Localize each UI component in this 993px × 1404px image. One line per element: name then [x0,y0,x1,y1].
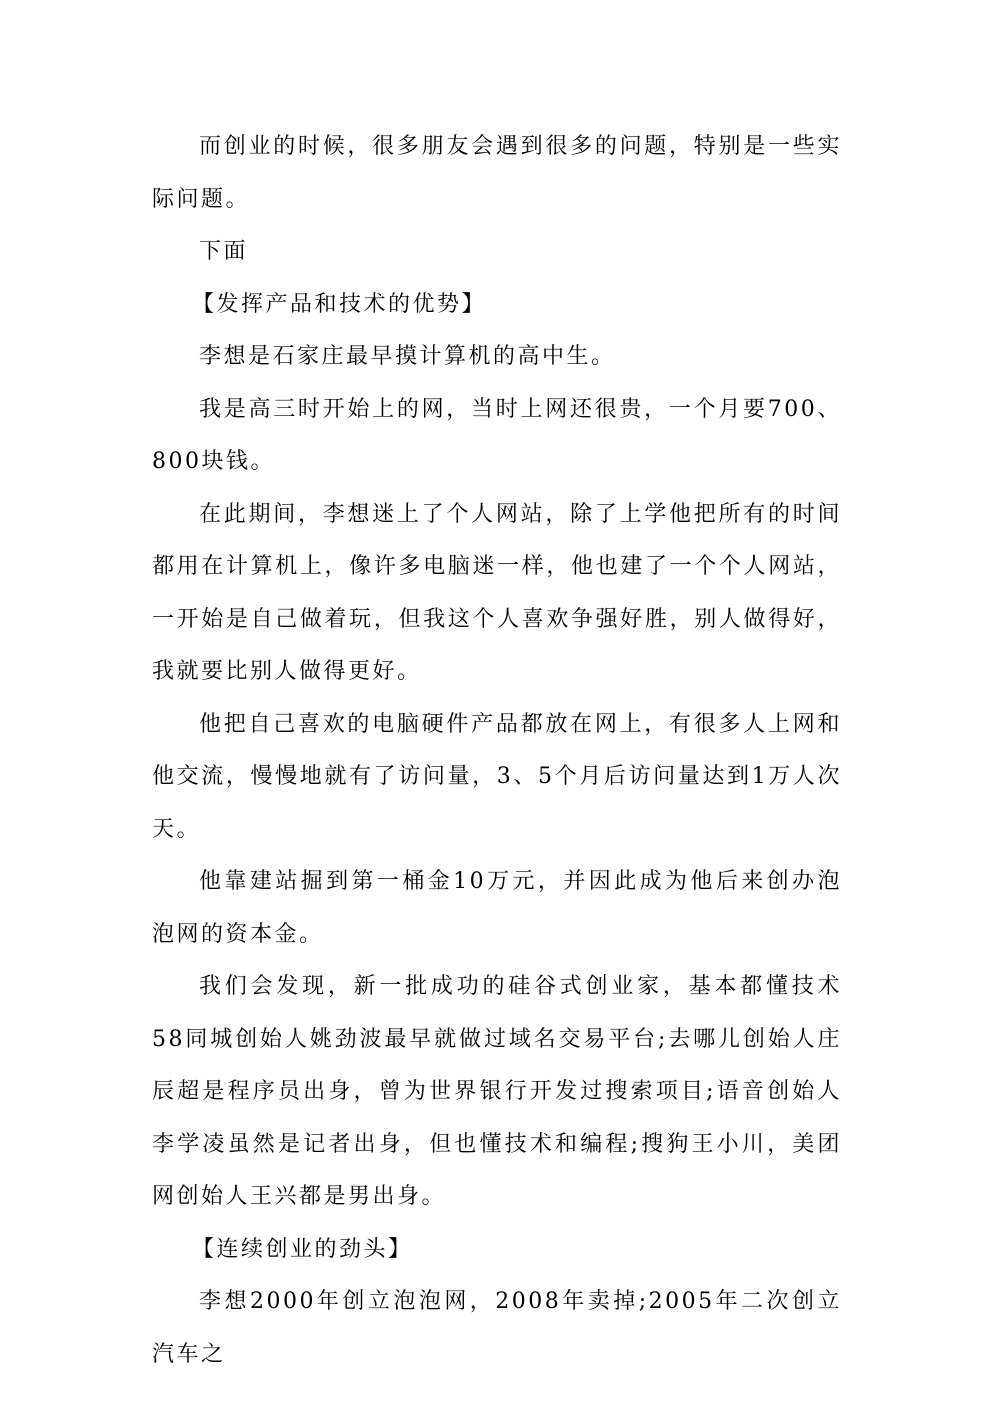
paragraph: 李想2000年创立泡泡网，2008年卖掉;2005年二次创立汽车之 [152,1289,842,1367]
document-page [152,121,842,1381]
paragraph: 他靠建站掘到第一桶金10万元，并因此成为他后来创办泡泡网的资本金。 [152,869,842,947]
paragraph: 我们会发现，新一批成功的硅谷式创业家，基本都懂技术58同城创始人姚劲波最早就做过域名交易平台;去哪儿创始人庄辰超是程序员出身，曾为世界银行开发过搜索项目;语音创始人李学凌虽然是记者出身，但也懂技术和编程;搜狗王小川，美团网创始人王兴都是男出身。 [152,974,842,1209]
paragraph: 李想是石家庄最早摸计算机的高中生。 [199,344,616,369]
section-heading: 【发挥产品和技术的优势】 [192,291,487,317]
paragraph: 而创业的时候，很多朋友会遇到很多的问题，特别是一些实际问题。 [152,134,842,212]
paragraph: 在此期间，李想迷上了个人网站，除了上学他把所有的时间都用在计算机上，像许多电脑迷一样，他也建了一个个人网站，一开始是自己做着玩，但我这个人喜欢争强好胜，别人做得好，我就要比别人做得更好。 [152,501,842,684]
paragraph: 下面 [199,239,249,264]
section-heading: 【连续创业的劲头】 [192,1236,413,1262]
paragraph: 我是高三时开始上的网，当时上网还很贵，一个月要700、800块钱。 [152,396,842,474]
paragraph: 他把自己喜欢的电脑硬件产品都放在网上，有很多人上网和他交流，慢慢地就有了访问量，3、5个月后访问量达到1万人次天。 [152,711,842,842]
